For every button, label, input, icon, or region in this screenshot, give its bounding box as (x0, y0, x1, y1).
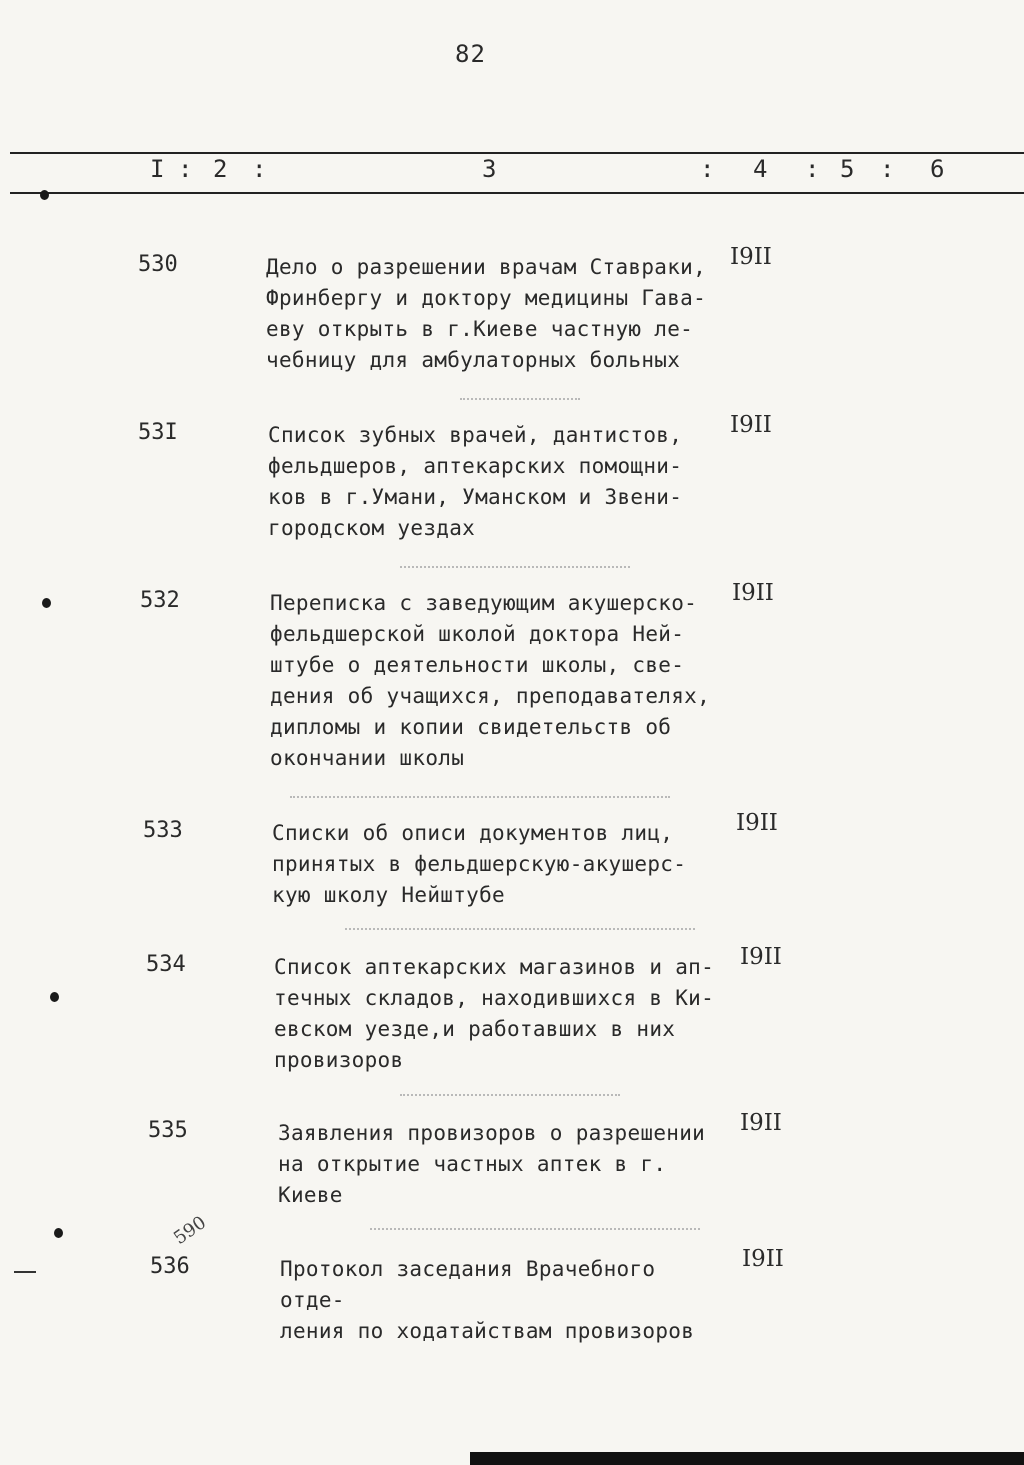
column-header-row (0, 155, 1024, 185)
entry-description: Список зубных врачей, дантистов, фельдшеров, аптекарских помощни- ков в г.Умани, Уманском и Звени- городском уездах (268, 423, 683, 540)
entry-number: 534 (146, 952, 186, 977)
separator-dots (290, 796, 670, 798)
page-number: 82 (455, 40, 486, 68)
column-separator: : (178, 155, 193, 183)
column-header-1: I (150, 155, 165, 183)
entry-description: Заявления провизоров о разрешении на открытие частных аптек в г. Киеве (278, 1121, 706, 1207)
separator-dots (370, 1228, 700, 1230)
column-separator: : (805, 155, 820, 183)
entry-year: I9II (742, 1246, 784, 1272)
punch-hole-mark (50, 992, 59, 1002)
punch-hole-mark (42, 598, 51, 608)
entry-year: I9II (736, 810, 778, 836)
entry-description: Протокол заседания Врачебного отде- ления по ходатайствам провизоров (280, 1257, 695, 1343)
entry-year: I9II (740, 944, 782, 970)
entry-number: 535 (148, 1118, 188, 1143)
entry-number: 53I (138, 420, 178, 445)
punch-hole-mark (54, 1228, 63, 1238)
column-header-3: 3 (482, 155, 497, 183)
separator-dots (400, 566, 630, 568)
column-header-5: 5 (840, 155, 855, 183)
column-separator: : (252, 155, 267, 183)
handwritten-annotation: 590 (169, 1212, 211, 1249)
entry-description: Переписка с заведующим акушерско- фельдшерской школой доктора Ней- штубе о деятельности школы, све- дения об учащихся, преподавателях, дипломы и копии свидетельств об окончании школы (270, 591, 711, 770)
column-header-6: 6 (930, 155, 945, 183)
entry-description: Списки об описи документов лиц, принятых в фельдшерскую-акушерс- кую школу Нейштубе (272, 821, 687, 907)
scan-edge-shadow (470, 1452, 1024, 1465)
entry-year: I9II (730, 244, 772, 270)
column-separator: : (880, 155, 895, 183)
entry-year: I9II (732, 580, 774, 606)
entry-year: I9II (740, 1110, 782, 1136)
header-top-rule (10, 152, 1024, 154)
column-separator: : (700, 155, 715, 183)
header-bottom-rule (10, 192, 1024, 194)
separator-dots (345, 928, 695, 930)
column-header-2: 2 (213, 155, 228, 183)
punch-hole-mark (40, 190, 49, 200)
separator-dots (400, 1094, 620, 1096)
margin-dash (14, 1271, 36, 1273)
entry-description: Список аптекарских магазинов и ап- течных складов, находившихся в Ки- евском уезде,и работавших в них провизоров (274, 955, 715, 1072)
entry-number: 536 (150, 1254, 190, 1279)
entry-year: I9II (730, 412, 772, 438)
entry-description: Дело о разрешении врачам Ставраки, Фринбергу и доктору медицины Гава- еву открыть в г.Киеве частную ле- чебницу для амбулаторных больных (266, 255, 707, 372)
separator-dots (460, 398, 580, 400)
entry-number: 532 (140, 588, 180, 613)
column-header-4: 4 (753, 155, 768, 183)
entry-number: 530 (138, 252, 178, 277)
entry-number: 533 (143, 818, 183, 843)
